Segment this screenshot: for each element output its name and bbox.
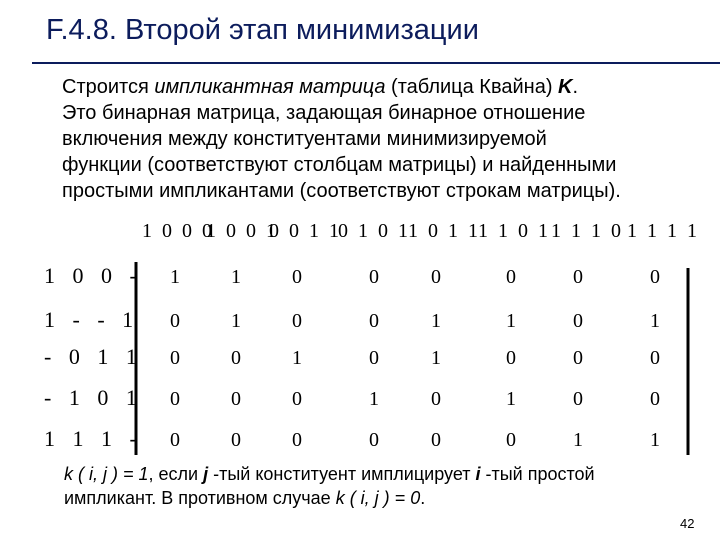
matrix-cell: 1 xyxy=(431,347,441,369)
matrix-cell: 0 xyxy=(650,347,660,369)
matrix-cell: 0 xyxy=(431,266,441,288)
matrix-cell: 0 xyxy=(369,310,379,332)
matrix-symbol-k: K xyxy=(558,76,573,98)
intro-text: . xyxy=(572,76,579,98)
matrix-cell: 1 xyxy=(292,347,302,369)
matrix-cell: 0 xyxy=(506,429,516,451)
matrix-cell: 1 xyxy=(573,429,583,451)
matrix-column-headers xyxy=(142,220,700,242)
row-label-4: - 1 0 1 xyxy=(44,385,143,410)
matrix-cell: 1 xyxy=(506,310,516,332)
matrix-cell: 0 xyxy=(292,266,302,288)
footnote-text: . xyxy=(420,488,426,508)
matrix-cell: 1 xyxy=(231,310,241,332)
column-header-4: 0 1 0 1 xyxy=(338,220,411,242)
matrix-cell: 0 xyxy=(573,347,583,369)
footnote xyxy=(64,462,704,510)
term-implicant-matrix: импликантная матрица xyxy=(154,76,386,98)
matrix-cell: 0 xyxy=(170,429,180,451)
footnote-line-1 xyxy=(64,462,704,486)
matrix-cell: 0 xyxy=(231,347,241,369)
matrix-cell: 1 xyxy=(431,310,441,332)
matrix-cell: 0 xyxy=(292,429,302,451)
row-label-1: 1 0 0 - xyxy=(44,263,143,288)
matrix-cell: 0 xyxy=(231,388,241,410)
column-header-1: 1 0 0 0 xyxy=(142,220,215,242)
matrix-cell: 0 xyxy=(573,388,583,410)
column-header-2: 1 0 0 1 xyxy=(206,220,279,242)
column-header-7: 1 1 1 0 xyxy=(551,220,624,242)
matrix-cell: 0 xyxy=(369,347,379,369)
matrix-cell: 0 xyxy=(170,388,180,410)
matrix-cell: 0 xyxy=(650,266,660,288)
column-header-5: 1 0 1 1 xyxy=(408,220,481,242)
matrix-cell: 0 xyxy=(573,266,583,288)
matrix-cell: 0 xyxy=(292,388,302,410)
column-header-8: 1 1 1 1 xyxy=(627,220,700,242)
row-label-2: 1 - - 1 xyxy=(44,307,140,332)
intro-text: (таблица Квайна) xyxy=(385,76,559,98)
intro-line-5: простыми импликантами (соответствуют строкам матрицы). xyxy=(62,180,621,202)
matrix-cell: 0 xyxy=(431,388,441,410)
matrix-cell: 1 xyxy=(231,266,241,288)
footnote-text: , если xyxy=(148,464,204,484)
matrix-cell: 0 xyxy=(369,266,379,288)
footnote-text: импликант. В противном случае xyxy=(64,488,336,508)
page-number: 42 xyxy=(680,516,695,531)
matrix-cell: 0 xyxy=(231,429,241,451)
index-i: i xyxy=(475,464,481,484)
matrix-cell: 1 xyxy=(506,388,516,410)
footnote-text: -тый конституент имплицирует xyxy=(208,464,476,484)
matrix-cell: 0 xyxy=(431,429,441,451)
row-label-3: - 0 1 1 xyxy=(44,344,143,369)
index-j: j xyxy=(203,464,209,484)
matrix-cell: 0 xyxy=(369,429,379,451)
matrix-cell: 0 xyxy=(170,310,180,332)
formula-k-equals-0: k ( i, j ) = 0 xyxy=(335,488,421,508)
row-label-5: 1 1 1 - xyxy=(44,426,143,451)
footnote-text: -тый простой xyxy=(480,464,595,484)
page-title: F.4.8. Второй этап минимизации xyxy=(46,14,479,46)
matrix-cells xyxy=(170,266,660,451)
column-header-6: 1 1 0 1 xyxy=(478,220,551,242)
matrix-cell: 1 xyxy=(170,266,180,288)
matrix-cell: 0 xyxy=(292,310,302,332)
footnote-line-2 xyxy=(64,486,704,510)
matrix-cell: 1 xyxy=(369,388,379,410)
intro-line-3: включения между конституентами минимизируемой xyxy=(62,128,547,150)
matrix-cell: 0 xyxy=(650,388,660,410)
intro-line-4: функции (соответствуют столбцам матрицы) и найденными xyxy=(62,154,617,176)
matrix-cell: 1 xyxy=(650,310,660,332)
formula-k-equals-1: k ( i, j ) = 1 xyxy=(64,464,149,484)
intro-line-2: Это бинарная матрица, задающая бинарное отношение xyxy=(62,102,586,124)
matrix-cell: 1 xyxy=(650,429,660,451)
matrix-cell: 0 xyxy=(170,347,180,369)
matrix-row-labels xyxy=(44,263,143,451)
intro-text: Строится xyxy=(62,76,155,98)
matrix-cell: 0 xyxy=(506,347,516,369)
matrix-cell: 0 xyxy=(506,266,516,288)
matrix-cell: 0 xyxy=(573,310,583,332)
column-header-3: 0 0 1 1 xyxy=(269,220,342,242)
